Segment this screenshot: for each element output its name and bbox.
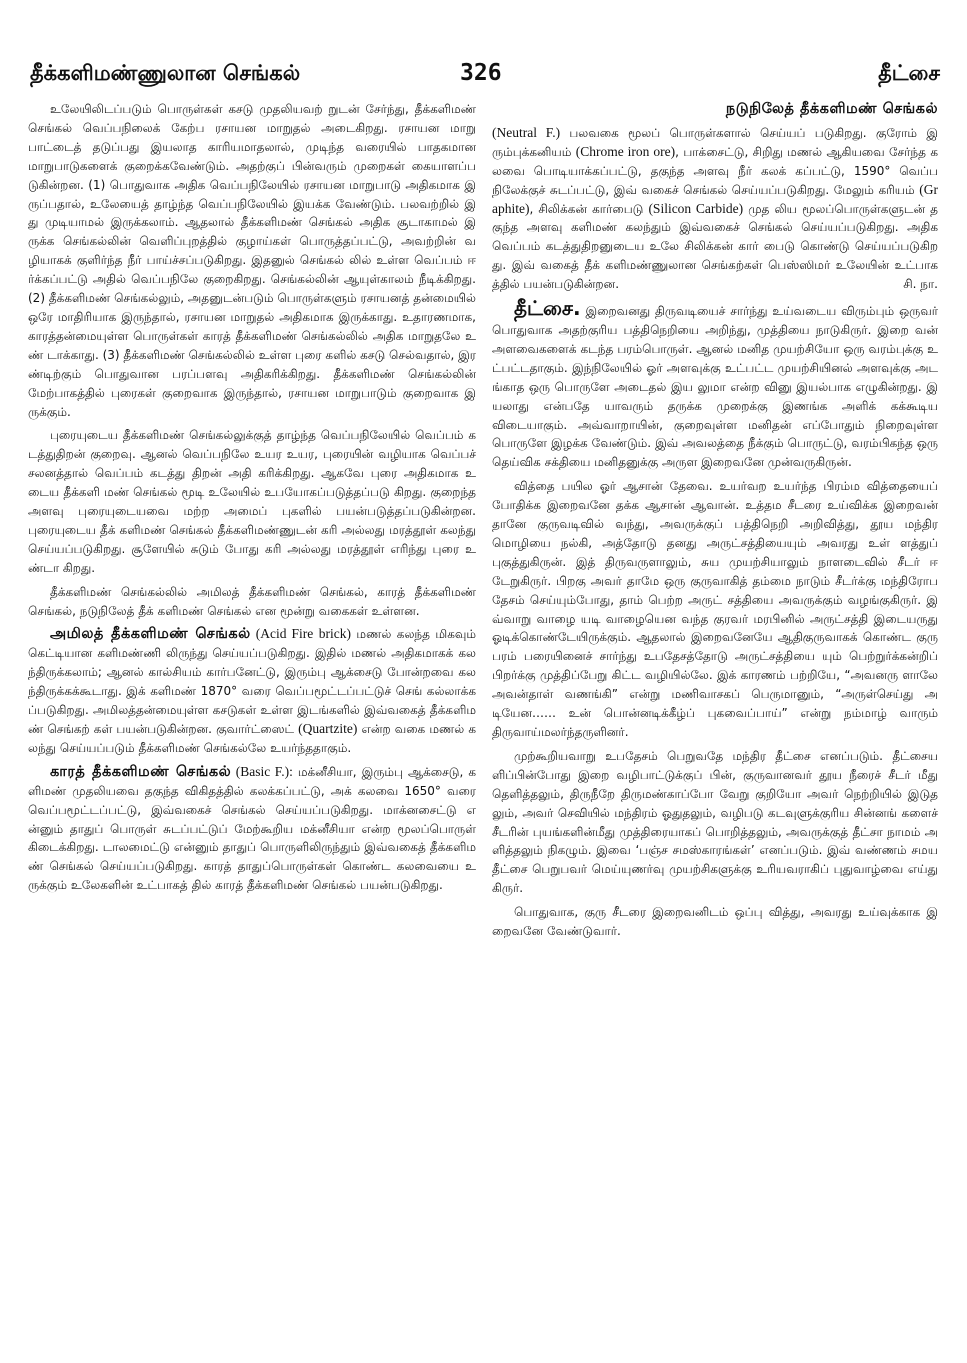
- paragraph-text: என்ற வகை மணல் கலந்து செய்யப்படும் தீக்களிமண் செங்கல்லே உயர்ந்ததாகும்.: [28, 722, 476, 755]
- paragraph: தீக்களிமண் செங்கல்லில் அமிலத் தீக்களிமண் செங்கல், காரத் தீக்களிமண் செங்கல், நடுநிலேத் தீக் களிமண் செங்கல் என மூன்று வகைகள் உள்ளன.: [28, 584, 476, 618]
- acid-brick-paragraph: [28, 625, 476, 757]
- entry-paragraph: [492, 296, 938, 472]
- neutral-brick-paragraph: [492, 124, 938, 294]
- paragraph-text: முத லிய மூலப்பொருள்களுடன் தகுந்த அளவு களிமண் கலந்தும் இவ்வகைச் செங்கல் செய்யப்படுகிறது. அதிக வெப்பம் கடத்துதிறனுடைய உலே சிலிக்கன் கார் பைடு கொண்டு செய்யப்படுகிறது. இவ் வகைத் தீக் களிமண்ணுலான செங்கற்கள் பெஸ்ஸிமர் உலேயின் உட்பாகத்தில் பயன்படுகின்றன.: [492, 201, 938, 292]
- paragraph-text: மக்னீசியா, இரும்பு ஆக்சைடு, களிமண் முதலியவை தகுந்த விகிதத்தில் கலக்கப்பட்டு, அக் கலவை 1650° வரை வெப்பமூட்டப்பட்டு, இவ்வகைச் செங்கல் செய்யப்படுகிறது. மாக்னசைட்டு என்னும் தாதுப் பொருள் சுடப்பட்டுப் மேற்கூறிய மக்னீசியா என்ற மூலப்பொருள் கிடைக்கிறது. டாலமைட்டு என்னும் தாதுப் பொருளிலிருந்தும் இவ்வகைத் தீக்களிமண் செங்கல் செய்யப்படுகிறது. காரத் தாதுப்பொருள்கள் கொண்ட கலவையை உருக்கும் உலேகளின் உட்பாகத் தில் காரத் தீக்களிமண் செங்கல் பயன்படுகிறது.: [28, 764, 476, 893]
- latin-term: brick): [318, 626, 351, 642]
- basic-brick-heading: காரத் தீக்களிமண் செங்கல்: [50, 763, 232, 780]
- paragraph: முற்கூறியவாறு உபதேசம் பெறுவதே மந்திர தீட்சை எனப்படும். தீட்சையளிப்பின்போது இறை வழிபாட்டுக்குப் பின், குருவானவர் தூய நீரைச் சீடர் மீது தெளித்தலும், திருநீறே திருமண்காப்போ வேறு குறியோ அவர் நெற்றியில் இடுதலும், அவர் செவியில் மந்திரம் ஓதுதலும், வழிபடு கடவுளுக்குரிய சின்னங் களைச் சீடரின் புயங்களின்மீது முத்திரையாகப் பொறித்தலும், அவருக்குத் தீட்சா நாமம் அளித்தலும் நிகழும். இவை ‘பஞ்ச சமஸ்காரங்கள்’ எனப்படும். இவ் வண்ணம் சமய தீட்சை பெறுபவர் மெய்யுணர்வு முயற்சிகளுக்கு உரியவராகிப் புதுவாழ்வை எய்து கிருர்.: [492, 748, 938, 896]
- latin-term: (Silicon Carbide): [648, 200, 744, 216]
- latin-term: (Basic F.):: [231, 763, 293, 779]
- paragraph-text: பலவகை மூலப் பொருள்களால் செய்யப் படுகிறது. குரோம் இரும்புக்கனியம்: [492, 125, 938, 159]
- paragraph-text: மணல் கலந்த மிகவும் கெட்டியான களிமண்ணி லிருந்து செய்யப்படுகிறது. இதில் மணல் அதிகமாகக் கலந்திருக்கலாம்; ஆனல் கால்சியம் கார்பனேட்டு, இரும்பு ஆக்சைடு போன்றவை கலந்திருக்கக்கூடாது. இக் களிமண் 1870° வரை வெப்பமூட்டப்பட்டுச் செங் கல்லாக்கப்படுகிறது. அமிலத்தன்மையுள்ள கசடுகள் உள்ள இடங்களில் இவ்வகைத் தீக்களிமண் செங்கற் கள் பயன்படுகின்றன. குவார்ட்ஸைட்: [28, 627, 476, 736]
- running-head-left: தீக்களிமண்ணுலான செங்கல்: [30, 61, 301, 85]
- paragraph: புரையுடைய தீக்களிமண் செங்கல்லுக்குத் தாழ்ந்த வெப்பநிலேயில் வெப்பம் கடத்துதிறன் குறைவு. ஆனல் வெப்பநிலே உயர உயர, புரையின் வழியாக வெப்பச் சலனத்தால் வெப்பம் கடத்து திறன் அதி கரிக்கிறது. ஆகவே புரை அதிகமாக உடைய தீக்களி மண் செங்கல் மூடி உலேயில் உபயோகப்படுத்தப்படு கிறது. குறைந்த அளவு புரையுடையவை மற்ற அமைப் புகளில் பயன்படுத்தப்படுகின்றன. புரையுடைய தீக் களிமண் செங்கல் தீக்களிமண்ணுடன் கரி அல்லது மரத்தூள் கலந்து செய்யப்படுகிறது. சூளேயில் சுடும் போது கரி அல்லது மரத்தூள் எரிந்து புரை உண்டா கிறது.: [28, 428, 476, 575]
- latin-term: (Acid Fire: [250, 626, 314, 642]
- paragraph: உலேயிலிடப்படும் பொருள்கள் கசடு முதலியவற் றுடன் சேர்ந்து, தீக்களிமண் செங்கல் வெப்பநிலைக் கேற்ப ரசாயன மாறுதல் அடைகிறது. ரசாயன மாறு பாட்டைத் தடுப்பது இயலாத காரியமாதலால், முடிந்த வரையில் பாதகமான மாறுபாடுகளைக் குறைக்கவேண்டும். அதற்குப் பின்வரும் முறைகள் கையாளப்படுகின்றன. (1) பொதுவாக அதிக வெப்பநிலேயில் ரசாயன மாறுபாடு அதிகமாக இருப்பதால், உலேயைத் தாழ்ந்த வெப்பநிலேயில் இயக்க வேண்டும். பலவற்றில் இது முடியாமல் இருக்கலாம். ஆதலால் தீக்களிமண் செங்கல் அதிக சூடாகாமல் இருக்க செங்கல்லின் வெளிப்புறத்தில் குழாய்கள் பொருத்தப்பட்டு, அவற்றின் வழியாகக் குளிர்ந்த நீர் பாய்ச்சப்படுகிறது. இதனுல் செங்கல் லில் உள்ள வெப்பம் ஈர்க்கப்பட்டு அதில் வெப்பநிலே குறைகிறது. செங்கல்லின் ஆயுள்காலம் நீடிக்கிறது. (2) தீக்களிமண் செங்கல்லும், அதனுடன்படும் பொருள்களும் ரசாயனத் தன்மையில் ஒரே மாதிரியாக இருந்தால், ரசாயன மாறுதல் அதிகமாக இருக்காது. உதாரணமாக, காரத்தன்மையுள்ள பொருள்கள் காரத் தீக்களிமண் செங்கல்லில் அதிக மாறுதலே உண் டாக்காது. (3) தீக்களிமண் செங்கல்லில் உள்ள புரை களில் கசடு செல்வதால், இரண்டிற்கும் பொதுவான பரப்பளவு அதிகரிக்கிறது. தீக்களிமண் செங்கல்லின் மேற்பாகத்தில் புரைகள் குறைவாக இருந்தால், ரசாயன மாறுபாடும் குறைவாக இருக்கும்.: [28, 102, 476, 419]
- neutral-brick-heading: நடுநிலேத் தீக்களிமண் செங்கல்: [725, 101, 938, 117]
- paragraph-text: , சிலிக்கன் கார்பைடு: [529, 201, 649, 216]
- author-signature: சி. நா.: [903, 277, 938, 292]
- neutral-brick-heading-line: [492, 100, 938, 119]
- latin-term: (Chrome iron ore): [575, 143, 676, 159]
- entry-headword: தீட்சை.: [514, 296, 581, 321]
- basic-brick-paragraph: [28, 763, 476, 895]
- running-head-right: தீட்சை: [878, 61, 940, 85]
- acid-brick-heading: அமிலத் தீக்களிமண் செங்கல்: [50, 626, 251, 643]
- latin-term: (Graphite): [492, 181, 938, 216]
- paragraph: வித்தை பயில ஓர் ஆசான் தேவை. உயர்வற உயர்ந்த பிரம்ம வித்தையைப் போதிக்க இறைவனே தக்க ஆசான் ஆவான். உத்தம சீடரை உய்விக்க இறைவன் தானே குருவடிவில் வந்து, அவருக்குப் பத்திநெறி அறிவித்து, தூய மந்திர மொழியை நல்கி, அத்தோடு தனது அருட்சத்தியையும் அவரது உள் ளத்துப் புகுத்துகிருன். இத் திருவருளாலும், சுய முயற்சியாலும் நாளடைவில் சீடர் ஈடேறுகிருர். பிறகு அவர் தாமே ஒரு குருவாகித் தம்மை நாடும் சீடர்க்கு மந்திரோபதேசம் செய்யும்போது, தாம் பெற்ற அருட் சத்தியை அவருக்கும் வழங்குகிருர். இவ்வாறு வாழை யடி வாழையென வந்த குரவர் மரபினில் அருட்சத்தி இடையருது ஓடிக்கொண்டேயிருக்கும். ஆதலால் இறைவனேயே ஆதிகுருவாகக் கொண்ட குரு பரம் பரையினைச் சார்ந்து உபதேசத்தோடு அருட்சத்தியை யும் பெற்றுர்க்கன்றிப் பிறர்க்கு முத்திப்பேறு கிட்ட வழியில்லே. இக் காரணம் பற்றியே, “அவனரு ளாலே அவன்தாள் வணங்கி” என்று மணிவாசகப் பெருமானும், “அருள்செய்து அடியேன…… உன் பொன்னடிக்கீழ்ப் புகவைப்பாய்” என்று நம்மாழ் வாரும் திருவாய்மலர்ந்தருளினர்.: [492, 479, 938, 739]
- latin-term: (Neutral F.): [492, 124, 561, 140]
- page-number: 326: [460, 60, 502, 86]
- page-header: [30, 58, 940, 92]
- right-column: [492, 100, 938, 1350]
- latin-term: (Quartzite): [298, 721, 358, 736]
- left-column: [28, 100, 476, 1350]
- paragraph-text: இறைவனது திருவடியைச் சார்ந்து உய்வடைய விரும்பும் ஒருவர் பொதுவாக அதற்குரிய பத்திநெறியை அறிந்து, முத்தியை நாடுகிருர். இறை வன் அளவைகளைக் கடந்த பரம்பொருள். ஆனல் மனித முயற்சியோ ஒரு வரம்புக்கு உட்பட்டதாகும். இந்நிலேயில் ஓர் அளவுக்கு உட்பட்ட முயற்சியினல் அளவுக்கு அடங்காத ஒரு பொருளே அடைதல் இய லுமா என்ற வினு இயல்பாக எழுகின்றது. இயலாது என்பதே யாவரும் தருக்க முறைக்கு இணங்க அளிக் கக்கூடிய விடையாகும். அவ்வாறாயின், குறைவுள்ள மனிதன் எப்போதும் நிறைவுள்ள பொருளே இழக்க வேண்டும். இவ் அவலத்தை நீக்கும் பொருட்டு, வரம்பிகந்த ஒரு தெய்விக சக்தியை மனிதனுக்கு அருள இறைவனே முன்வருகிருன்.: [492, 304, 938, 470]
- paragraph-text: , பாக்சைட்டு, சிறிது மணல் ஆகியவை சேர்ந்த கலவை பொடியாக்கப்பட்டு, தகுந்த அளவு நீர் கலக் கப்பட்டு, 1590° வெப்பநிலேக்குச் சுடப்பட்டு, இவ் வகைச் செங்கல் செய்யப்படுகிறது. மேலும் கரியம்: [492, 144, 938, 197]
- paragraph: பொதுவாக, குரு சீடரை இறைவனிடம் ஒப்பு வித்து, அவரது உய்வுக்காக இறைவனே வேண்டுவார்.: [492, 905, 938, 939]
